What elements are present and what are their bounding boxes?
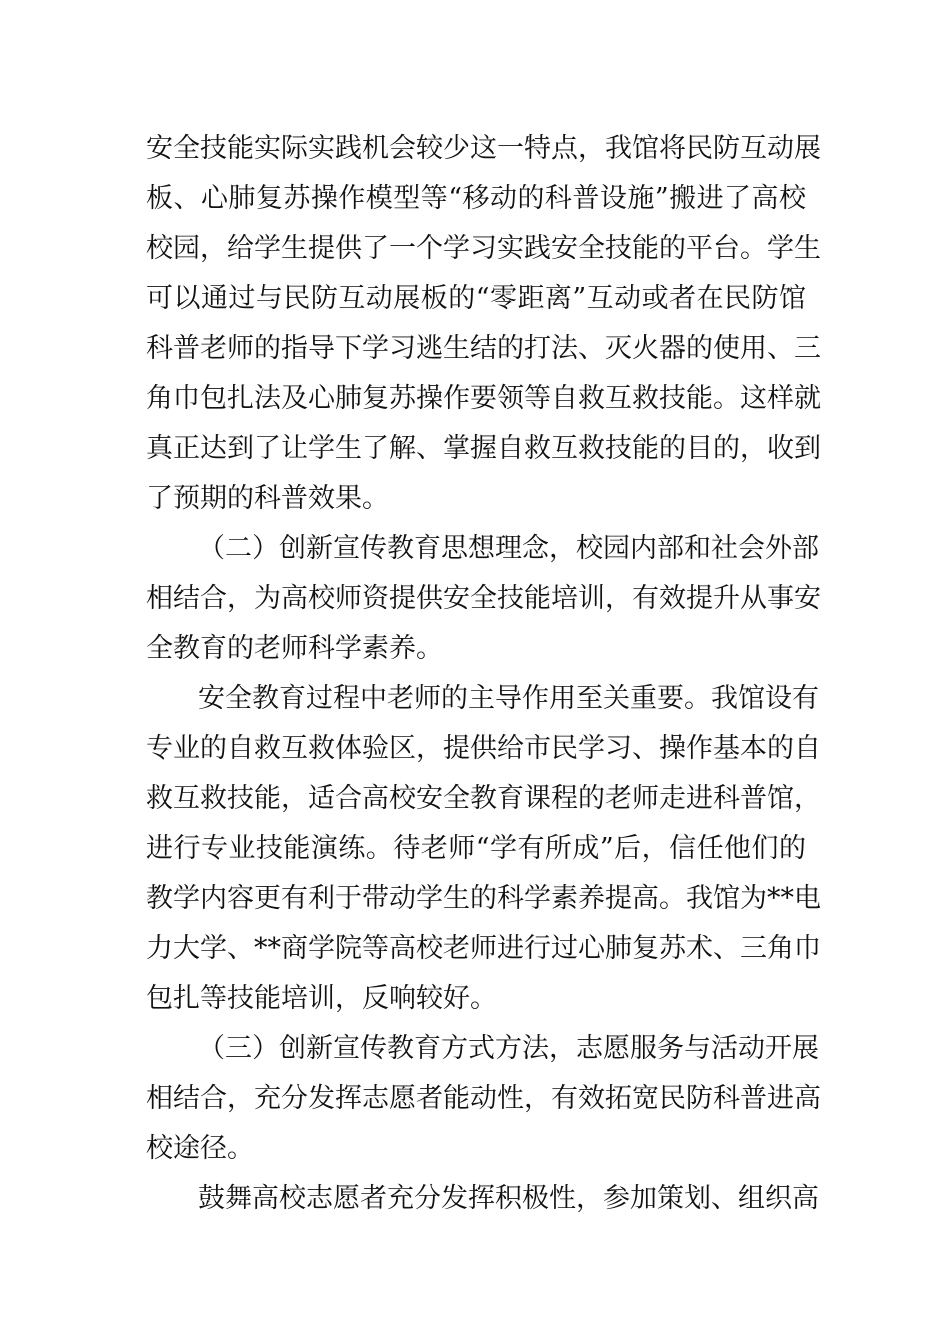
section-heading-line: 相结合，为高校师资提供安全技能培训，有效提升从事安 bbox=[146, 583, 821, 614]
text-line: 了预期的科普效果。 bbox=[146, 483, 389, 514]
text-line: 包扎等技能培训，反响较好。 bbox=[146, 983, 497, 1014]
text-line: 真正达到了让学生了解、掌握自救互救技能的目的，收到 bbox=[146, 433, 821, 464]
text-line: 力大学、**商学院等高校老师进行过心肺复苏术、三角巾 bbox=[146, 933, 821, 964]
text-line: 可以通过与民防互动展板的“零距离”互动或者在民防馆 bbox=[146, 283, 806, 314]
text-line: 板、心肺复苏操作模型等“移动的科普设施”搬进了高校 bbox=[146, 183, 806, 214]
section-heading-line: 校途径。 bbox=[146, 1133, 254, 1164]
text-line: 科普老师的指导下学习逃生结的打法、灭火器的使用、三 bbox=[146, 333, 821, 364]
text-line: 安全技能实际实践机会较少这一特点，我馆将民防互动展 bbox=[146, 133, 821, 164]
section-heading-line: （二）创新宣传教育思想理念，校园内部和社会外部 bbox=[198, 533, 819, 564]
text-line: 专业的自救互救体验区，提供给市民学习、操作基本的自 bbox=[146, 733, 821, 764]
text-line: 安全教育过程中老师的主导作用至关重要。我馆设有 bbox=[198, 683, 819, 714]
section-heading-line: （三）创新宣传教育方式方法，志愿服务与活动开展 bbox=[198, 1033, 819, 1064]
section-heading-line: 相结合，充分发挥志愿者能动性，有效拓宽民防科普进高 bbox=[146, 1083, 821, 1114]
text-line: 校园，给学生提供了一个学习实践安全技能的平台。学生 bbox=[146, 233, 821, 264]
text-line: 救互救技能，适合高校安全教育课程的老师走进科普馆， bbox=[146, 783, 821, 814]
section-heading-line: 全教育的老师科学素养。 bbox=[146, 633, 443, 664]
text-line: 角巾包扎法及心肺复苏操作要领等自救互救技能。这样就 bbox=[146, 383, 821, 414]
text-line: 教学内容更有利于带动学生的科学素养提高。我馆为**电 bbox=[146, 883, 821, 914]
text-line: 鼓舞高校志愿者充分发挥积极性，参加策划、组织高 bbox=[198, 1183, 819, 1214]
text-line: 进行专业技能演练。待老师“学有所成”后，信任他们的 bbox=[146, 833, 806, 864]
